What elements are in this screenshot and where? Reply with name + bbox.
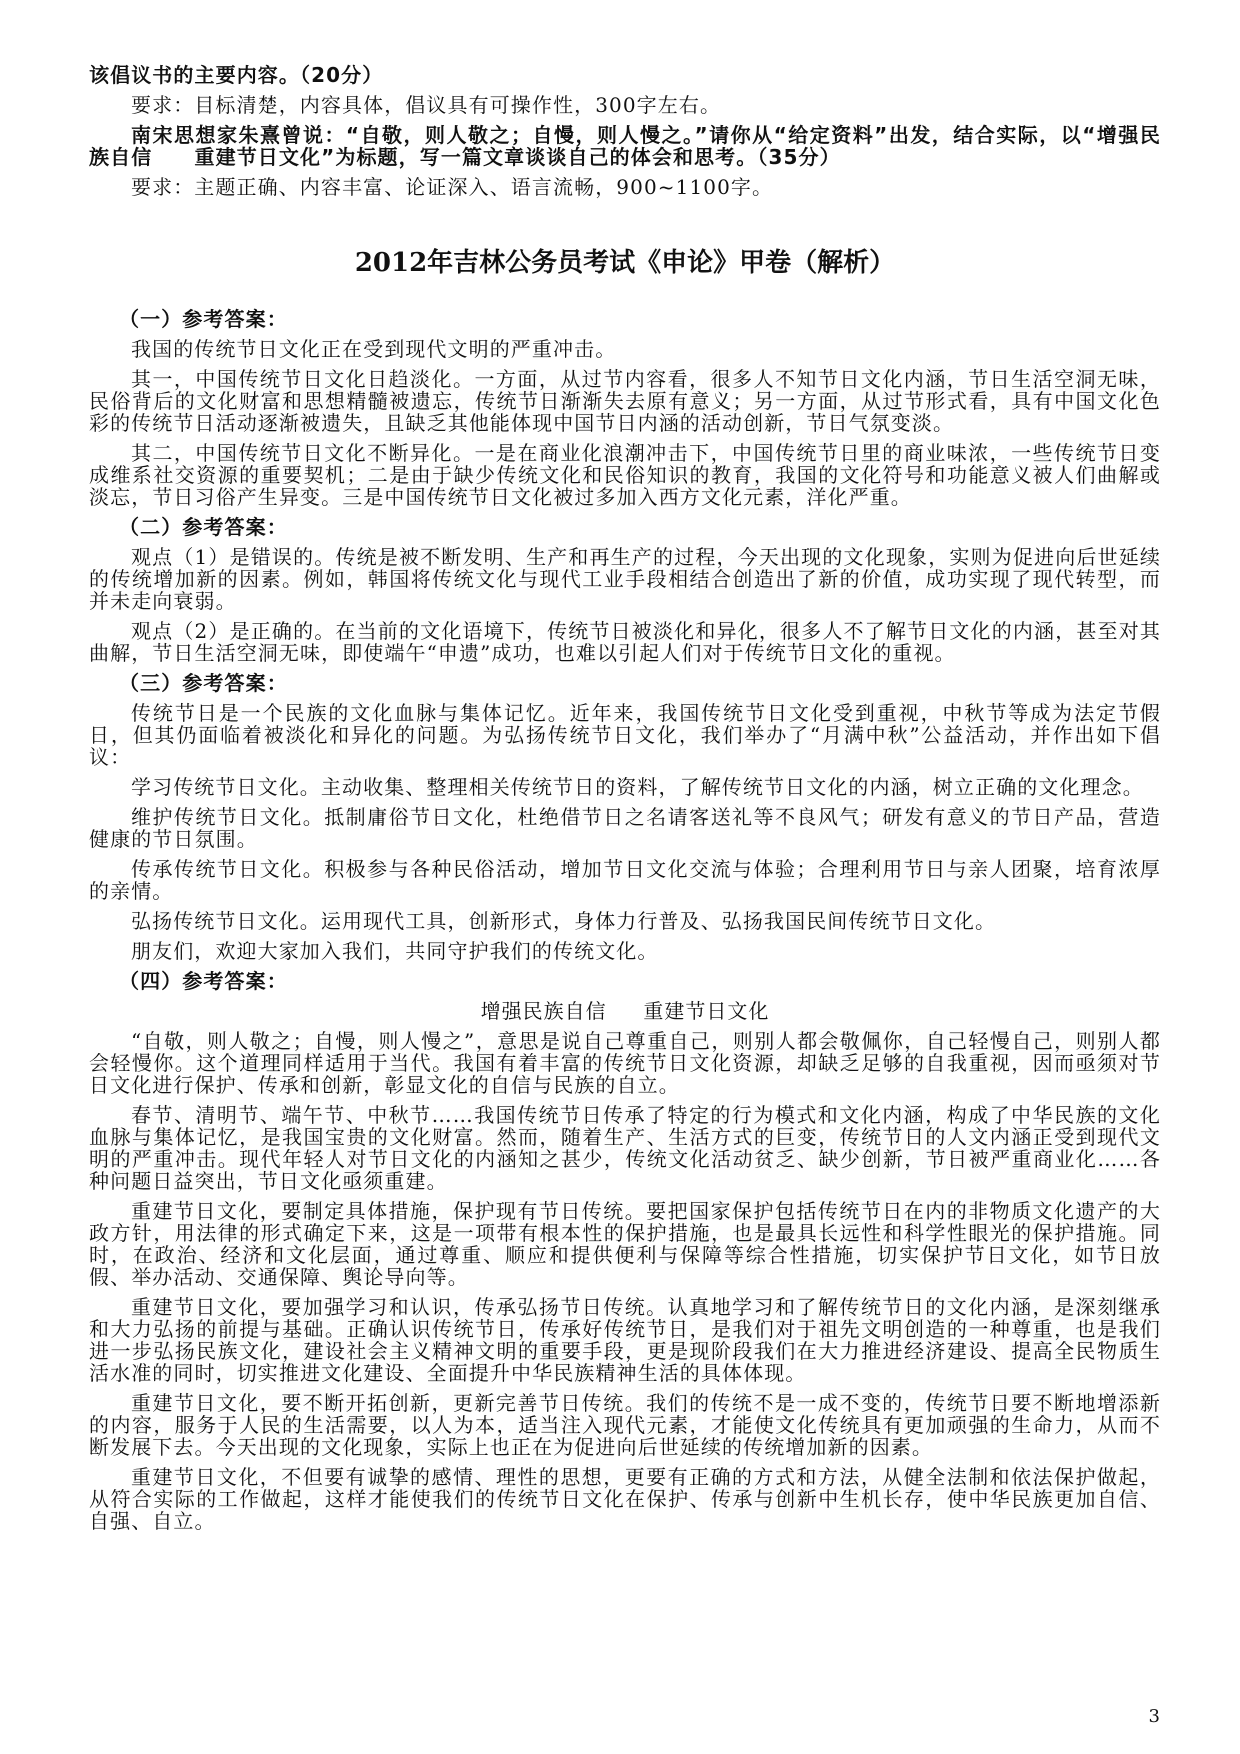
section-heading: （三）参考答案： [119,671,288,695]
paragraph: 朋友们，欢迎大家加入我们，共同守护我们的传统文化。 [131,939,659,963]
paragraph: 春节、清明节、端午节、中秋节……我国传统节日传承了特定的行为模式和文化内涵，构成了中华民族的文化血脉与集体记忆，是我国宝贵的文化财富。然而，随着生产、生活方式的巨变，传统节日的人文内涵正受到现代文明的严重冲击。现代年轻人对节日文化的内涵知之甚少，传统文化活动贫乏、缺少创新，节日被严重商业化……各种问题日益突出，节日文化亟须重建。 [89,1103,1161,1193]
paragraph: 学习传统节日文化。主动收集、整理相关传统节日的资料，了解传统节日文化的内涵，树立正确的文化理念。 [131,775,1144,799]
paragraph: 弘扬传统节日文化。运用现代工具，创新形式，身体力行普及、弘扬我国民间传统节日文化。 [131,909,997,933]
paragraph: 传承传统节日文化。积极参与各种民俗活动，增加节日文化交流与体验；合理利用节日与亲人团聚，培育浓厚的亲情。 [89,857,1161,903]
paragraph: 重建节日文化，要加强学习和认识，传承弘扬节日传统。认真地学习和了解传统节日的文化内涵，是深刻继承和大力弘扬的前提与基础。正确认识传统节日，传承好传统节日，是我们对于祖先文明创造的一种尊重，也是我们进一步弘扬民族文化，建设社会主义精神文明的重要手段，更是现阶段我们在大力推进经济建设、提高全民物质生活水准的同时，切实推进文化建设、全面提升中华民族精神生活的具体体现。 [89,1295,1161,1385]
document-page [89,64,1161,1532]
paragraph: 我国的传统节日文化正在受到现代文明的严重冲击。 [131,337,617,361]
answer-section-3 [89,672,1161,962]
paragraph: 重建节日文化，要不断开拓创新，更新完善节日传统。我们的传统不是一成不变的，传统节日要不断地增添新的内容，服务于人民的生活需要，以人为本，适当注入现代元素，才能使文化传统具有更加顽强的生命力，从而不断发展下去。今天出现的文化现象，实际上也正在为促进向后世延续的传统增加新的因素。 [89,1391,1161,1459]
question-4: 南宋思想家朱熹曾说：“自敬，则人敬之；自慢，则人慢之。”请你从“给定资料”出发，结合实际，以“增强民族自信 重建节日文化”为标题，写一篇文章谈谈自己的体会和思考。（35分） [89,123,1161,169]
paragraph: 传统节日是一个民族的文化血脉与集体记忆。近年来，我国传统节日文化受到重视，中秋节等成为法定节假日，但其仍面临着被淡化和异化的问题。为弘扬传统节日文化，我们举办了“月满中秋”公益活动，并作出如下倡议： [89,701,1161,769]
page-number: 3 [1148,1706,1160,1727]
paragraph: 其一，中国传统节日文化日趋淡化。一方面，从过节内容看，很多人不知节日文化内涵，节日生活空洞无味，民俗背后的文化财富和思想精髓被遗忘，传统节日渐渐失去原有意义；另一方面，从过节形式看，具有中国文化色彩的传统节日活动逐渐被遗失，且缺乏其他能体现中国节日内涵的活动创新，节日气氛变淡。 [89,367,1161,435]
paragraph: “自敬，则人敬之；自慢，则人慢之”，意思是说自己尊重自己，则别人都会敬佩你，自己轻慢自己，则别人都会轻慢你。这个道理同样适用于当代。我国有着丰富的传统节日文化资源，却缺乏足够的自我重视，因而亟须对节日文化进行保护、传承和创新，彰显文化的自信与民族的自立。 [89,1029,1161,1097]
paragraph: 观点（2）是正确的。在当前的文化语境下，传统节日被淡化和异化，很多人不了解节日文化的内涵，甚至对其曲解，节日生活空洞无味，即使端午“申遗”成功，也难以引起人们对于传统节日文化的重视。 [89,619,1161,665]
document-title: 2012年吉林公务员考试《申论》甲卷（解析） [354,248,896,278]
essay-title: 增强民族自信 重建节日文化 [480,999,770,1023]
section-heading: （二）参考答案： [119,515,288,539]
requirement-1: 要求：目标清楚，内容具体，倡议具有可操作性，300字左右。 [131,93,722,117]
section-heading: （一）参考答案： [119,307,288,331]
paragraph: 观点（1）是错误的。传统是被不断发明、生产和再生产的过程，今天出现的文化现象，实则为促进向后世延续的传统增加新的因素。例如，韩国将传统文化与现代工业手段相结合创造出了新的价值，成功实现了现代转型，而并未走向衰弱。 [89,545,1161,613]
section-heading: （四）参考答案： [119,969,288,993]
answer-section-1 [89,308,1161,508]
paragraph: 维护传统节日文化。抵制庸俗节日文化，杜绝借节日之名请客送礼等不良风气；研发有意义的节日产品，营造健康的节日氛围。 [89,805,1161,851]
paragraph: 重建节日文化，不但要有诚挚的感情、理性的思想，更要有正确的方式和方法，从健全法制和依法保护做起，从符合实际的工作做起，这样才能使我们的传统节日文化在保护、传承与创新中生机长存，使中华民族更加自信、自强、自立。 [89,1465,1161,1533]
requirement-2: 要求：主题正确、内容丰富、论证深入、语言流畅，900~1100字。 [131,175,774,199]
paragraph: 重建节日文化，要制定具体措施，保护现有节日传统。要把国家保护包括传统节日在内的非物质文化遗产的大政方针，用法律的形式确定下来，这是一项带有根本性的保护措施，也是最具长远性和科学性眼光的保护措施。同时，在政治、经济和文化层面，通过尊重、顺应和提供便利与保障等综合性措施，切实保护节日文化，如节日放假、举办活动、交通保障、舆论导向等。 [89,1199,1161,1289]
paragraph: 其二，中国传统节日文化不断异化。一是在商业化浪潮冲击下，中国传统节日里的商业味浓，一些传统节日变成维系社交资源的重要契机；二是由于缺少传统文化和民俗知识的教育，我国的文化符号和功能意义被人们曲解或淡忘，节日习俗产生异变。三是中国传统节日文化被过多加入西方文化元素，洋化严重。 [89,441,1161,509]
question-tail: 该倡议书的主要内容。（20分） [89,63,384,87]
answer-section-2 [89,516,1161,664]
answer-section-4 [89,970,1161,1532]
